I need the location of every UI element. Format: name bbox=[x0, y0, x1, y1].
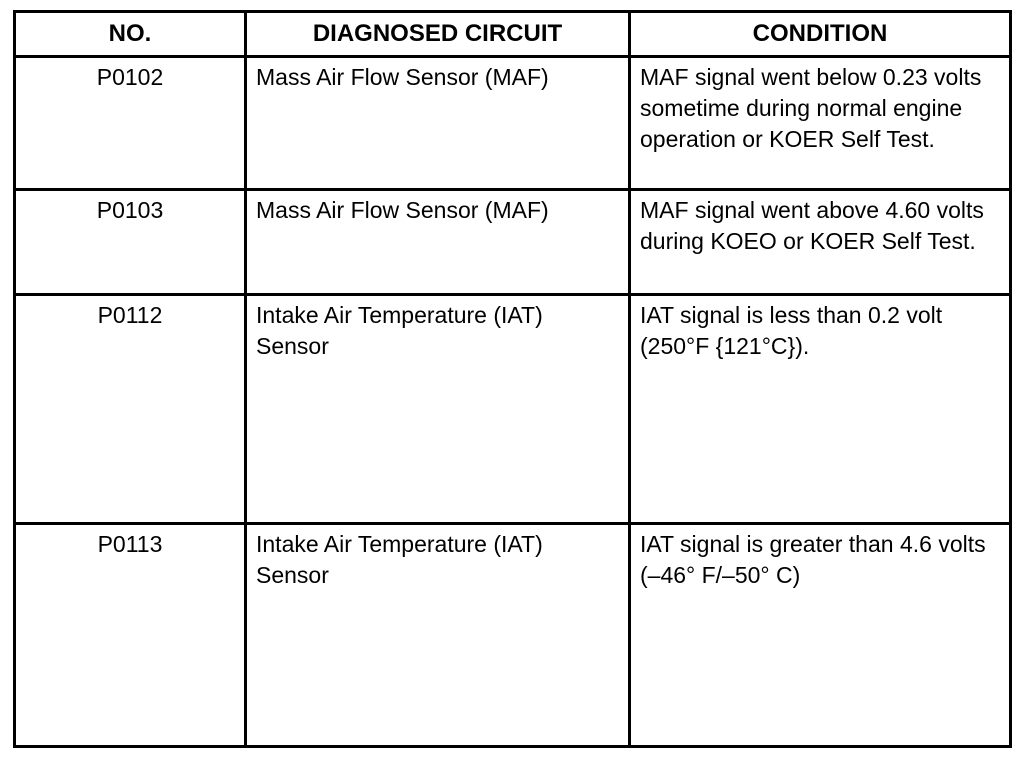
cell-code: P0103 bbox=[15, 190, 246, 295]
table-row bbox=[15, 57, 1011, 190]
cell-circuit: Intake Air Temperature (IAT) Sensor bbox=[246, 524, 630, 747]
cell-code: P0112 bbox=[15, 295, 246, 524]
cell-condition: MAF signal went below 0.23 volts sometime during normal engine operation or KOER Self Test. bbox=[630, 57, 1011, 190]
cell-circuit: Mass Air Flow Sensor (MAF) bbox=[246, 190, 630, 295]
table-row bbox=[15, 524, 1011, 747]
header-row bbox=[15, 12, 1011, 57]
table-row bbox=[15, 190, 1011, 295]
cell-condition: IAT signal is greater than 4.6 volts (–46° F/–50° C) bbox=[630, 524, 1011, 747]
table-row bbox=[15, 295, 1011, 524]
cell-code: P0113 bbox=[15, 524, 246, 747]
header-condition: CONDITION bbox=[630, 12, 1011, 57]
dtc-table bbox=[13, 10, 1012, 748]
cell-circuit: Intake Air Temperature (IAT) Sensor bbox=[246, 295, 630, 524]
cell-condition: IAT signal is less than 0.2 volt (250°F {121°C}). bbox=[630, 295, 1011, 524]
cell-condition: MAF signal went above 4.60 volts during KOEO or KOER Self Test. bbox=[630, 190, 1011, 295]
header-no: NO. bbox=[15, 12, 246, 57]
cell-circuit: Mass Air Flow Sensor (MAF) bbox=[246, 57, 630, 190]
cell-code: P0102 bbox=[15, 57, 246, 190]
header-diagnosed-circuit: DIAGNOSED CIRCUIT bbox=[246, 12, 630, 57]
